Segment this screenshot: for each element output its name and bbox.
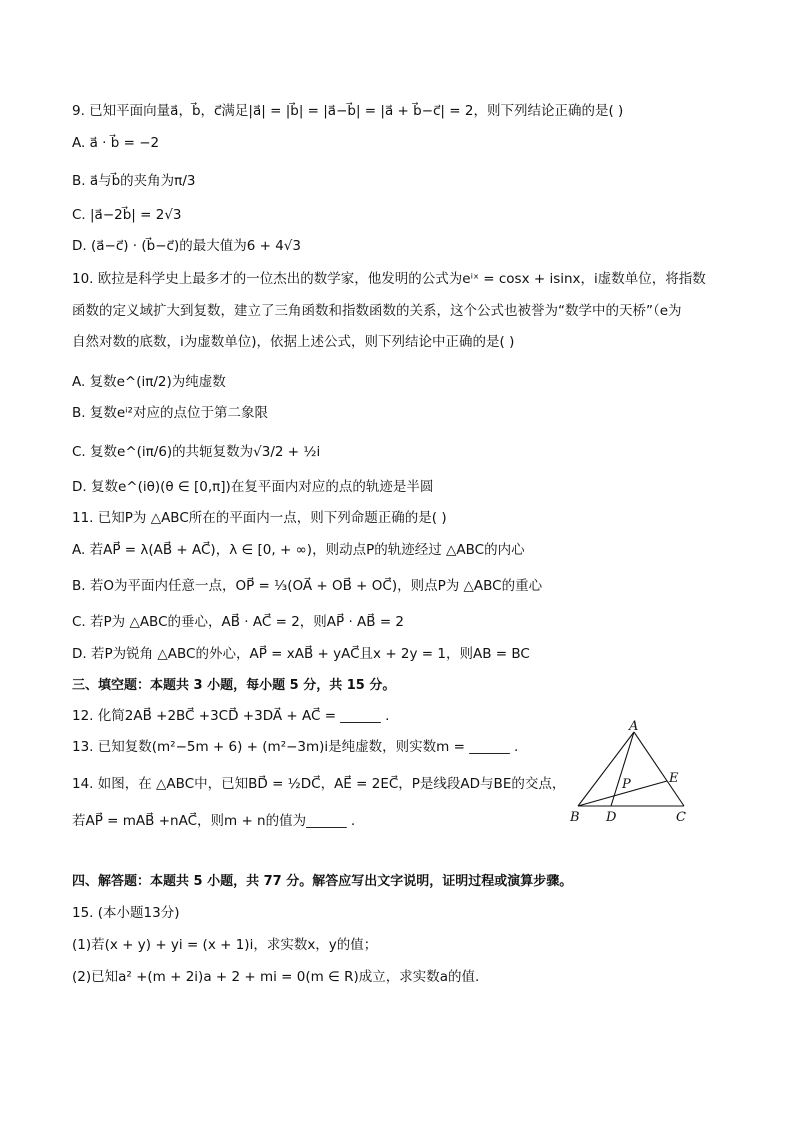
label-e: E <box>669 771 679 786</box>
q10-option-c: C. 复数e^(iπ/6)的共轭复数为√3/2 + ½i <box>72 444 321 460</box>
q11-option-a: A. 若AP⃗ = λ(AB⃗ + AC⃗)，λ ∈ [0, + ∞)，则动点P的轨迹经过 △ABC的内心 <box>72 542 525 558</box>
section-4-heading: 四、解答题：本题共 5 小题，共 77 分。解答应写出文字说明，证明过程或演算步骤。 <box>72 874 573 889</box>
q15-title: 15. (本小题13分) <box>72 905 180 921</box>
q9-stem: 9. 已知平面向量a⃗，b⃗，c⃗满足|a⃗| = |b⃗| = |a⃗−b⃗| = |a⃗ + b⃗−c⃗| = 2，则下列结论正确的是( ) <box>72 103 624 119</box>
q14-line2: 若AP⃗ = mAB⃗ +nAC⃗，则m + n的值为______ . <box>72 813 356 829</box>
q10-stem-line1: 10. 欧拉是科学史上最多才的一位杰出的数学家，他发明的公式为eⁱˣ = cosx + isinx，i虚数单位，将指数 <box>72 271 706 287</box>
q10-option-b: B. 复数eⁱ²对应的点位于第二象限 <box>72 405 268 421</box>
q14-line1: 14. 如图，在 △ABC中，已知BD⃗ = ½DC⃗，AE⃗ = 2EC⃗，P是线段AD与BE的交点， <box>72 776 566 792</box>
q11-option-b: B. 若O为平面内任意一点，OP⃗ = ⅓(OA⃗ + OB⃗ + OC⃗)，则点P为 △ABC的重心 <box>72 578 543 594</box>
q15-part2: (2)已知a² +(m + 2i)a + 2 + mi = 0(m ∈ R)成立，求实数a的值. <box>72 969 480 985</box>
q10-option-a: A. 复数e^(iπ/2)为纯虚数 <box>72 374 226 390</box>
q9-option-d: D. (a⃗−c⃗) · (b⃗−c⃗)的最大值为6 + 4√3 <box>72 238 301 254</box>
label-d: D <box>606 810 617 825</box>
q11-option-c: C. 若P为 △ABC的垂心，AB⃗ · AC⃗ = 2，则AP⃗ · AB⃗ = 2 <box>72 614 405 630</box>
q11-stem: 11. 已知P为 △ABC所在的平面内一点，则下列命题正确的是( ) <box>72 510 447 526</box>
q13: 13. 已知复数(m²−5m + 6) + (m²−3m)i是纯虚数，则实数m = ______ . <box>72 739 519 755</box>
label-b: B <box>570 810 580 825</box>
triangle-figure <box>568 720 694 832</box>
section-3-heading: 三、填空题：本题共 3 小题，每小题 5 分，共 15 分。 <box>72 678 396 693</box>
segment-ad <box>611 732 634 806</box>
q10-option-d: D. 复数e^(iθ)(θ ∈ [0,π])在复平面内对应的点的轨迹是半圆 <box>72 479 434 495</box>
q10-stem-line2: 函数的定义域扩大到复数，建立了三角函数和指数函数的关系，这个公式也被誉为“数学中的天桥”（e为 <box>72 303 682 319</box>
label-a: A <box>629 720 639 734</box>
q15-part1: (1)若(x + y) + yi = (x + 1)i，求实数x，y的值； <box>72 937 378 953</box>
q9-option-b: B. a⃗与b⃗的夹角为π/3 <box>72 173 196 189</box>
edge-ac <box>634 732 684 806</box>
q11-option-d: D. 若P为锐角 △ABC的外心，AP⃗ = xAB⃗ + yAC⃗且x + 2y = 1，则AB = BC <box>72 646 530 662</box>
q9-option-c: C. |a⃗−2b⃗| = 2√3 <box>72 207 182 223</box>
q12: 12. 化简2AB⃗ +2BC⃗ +3CD⃗ +3DA⃗ + AC⃗ = ______ . <box>72 708 390 724</box>
q10-stem-line3: 自然对数的底数，i为虚数单位)，依据上述公式，则下列结论中正确的是( ) <box>72 334 515 350</box>
q9-option-a: A. a⃗ · b⃗ = −2 <box>72 135 160 151</box>
label-p: P <box>622 777 631 792</box>
label-c: C <box>676 810 686 825</box>
edge-ab <box>578 732 634 806</box>
